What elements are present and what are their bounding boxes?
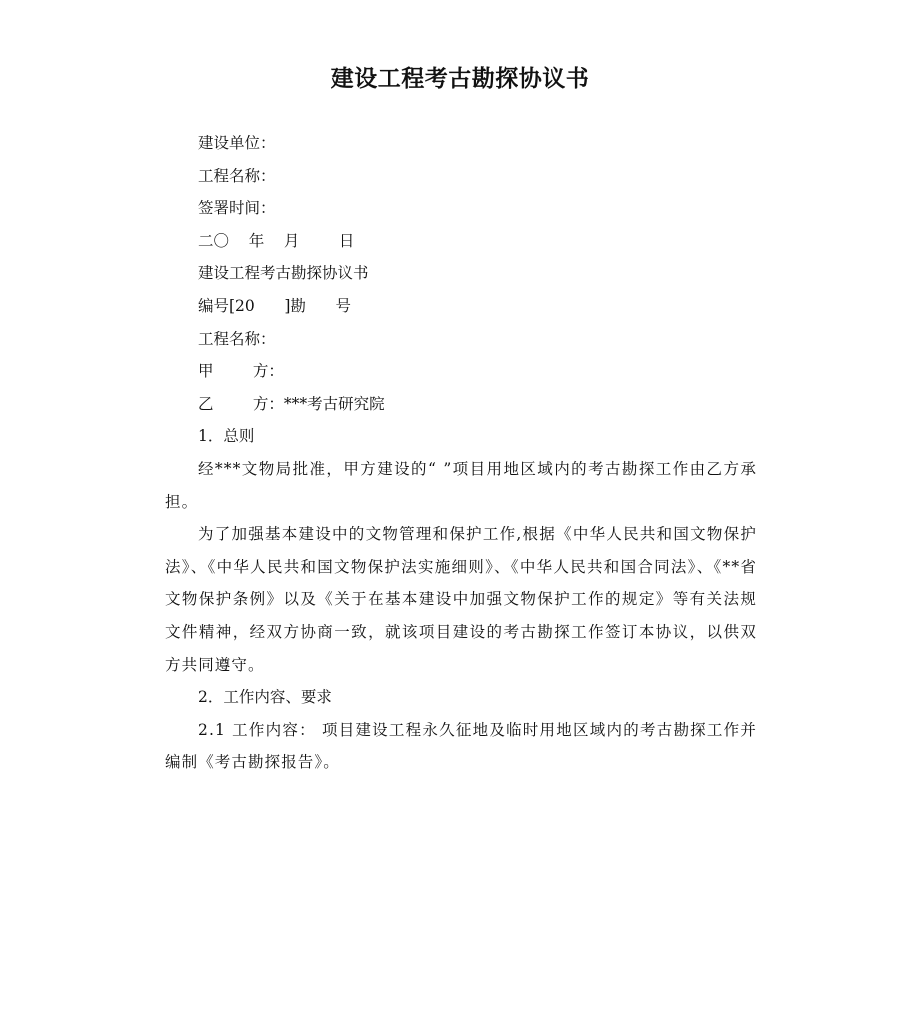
signing-time-line: 签署时间：	[198, 199, 276, 218]
agreement-number-line: 编号[20 ]勘 号	[198, 296, 351, 315]
agreement-subtitle: 建设工程考古勘探协议书	[198, 264, 369, 283]
document-body	[165, 127, 757, 779]
party-a-line: 甲 方：	[198, 362, 284, 381]
legal-basis-paragraph: 为了加强基本建设中的文物管理和保护工作,根据《中华人民共和国文物保护法》、《中华人民共和国文物保护法实施细则》、《中华人民共和国合同法》、《**省文物保护条例》以及《关于在基本建设中加强文物保护工作的规定》等有关法规文件精神，经双方协商一致，就该项目建设的考古勘探工作签订本协议，以供双方共同遵守。	[165, 525, 757, 674]
party-b-line: 乙 方：***考古研究院	[198, 394, 385, 413]
section-2-heading: 2．工作内容、要求	[198, 688, 332, 707]
document-title: 建设工程考古勘探协议书	[330, 66, 590, 92]
project-name-line-2: 工程名称：	[198, 329, 276, 348]
section-2-1-paragraph: 2.1 工作内容： 项目建设工程永久征地及临时用地区域内的考古勘探工作并编制《考古勘探报告》。	[165, 720, 757, 772]
date-line: 二〇 年 月 日	[198, 231, 355, 250]
section-1-heading: 1．总则	[198, 427, 255, 446]
approval-paragraph: 经***文物局批准，甲方建设的“ ”项目用地区域内的考古勘探工作由乙方承担。	[165, 459, 757, 511]
project-name-line: 工程名称：	[198, 166, 276, 185]
construction-unit-line: 建设单位：	[198, 134, 276, 152]
